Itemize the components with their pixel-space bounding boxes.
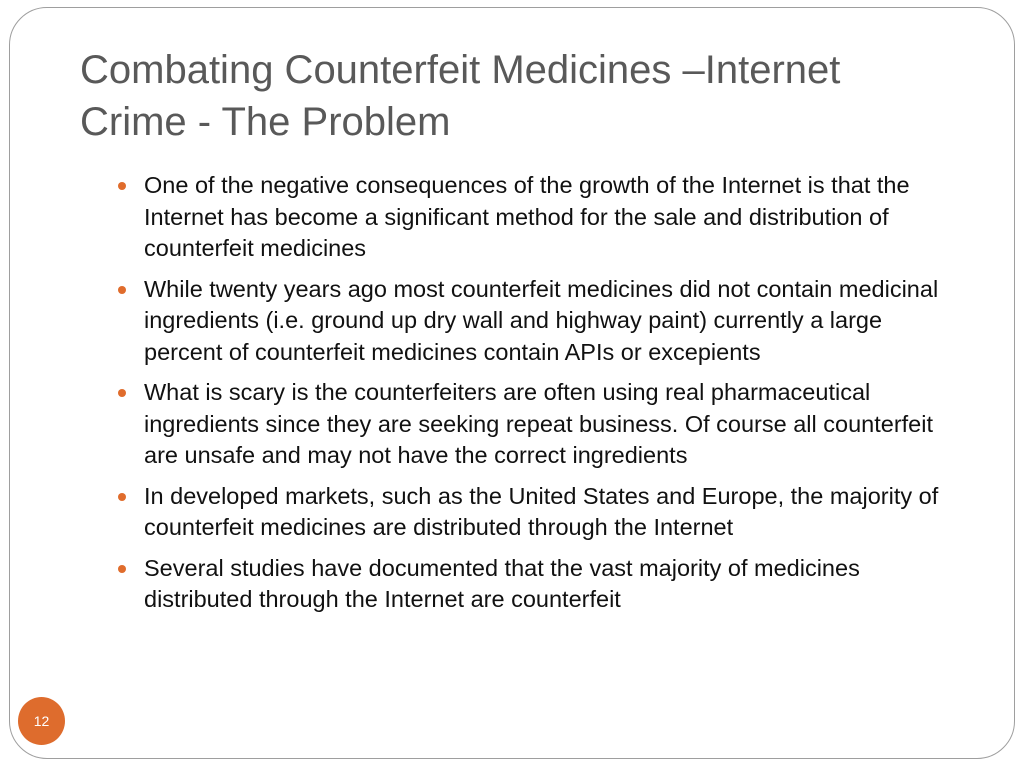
bullet-item [117, 481, 957, 544]
bullet-item [117, 170, 957, 265]
bullet-item [117, 377, 957, 472]
bullet-text: What is scary is the counterfeiters are often using real pharmaceutical ingredients since they are seeking repeat business. Of course all counterfeit are unsafe and may not have the correct ingredients [144, 379, 933, 468]
bullet-dot-icon [118, 286, 126, 294]
bullet-text: One of the negative consequences of the growth of the Internet is that the Internet has become a significant method for the sale and distribution of counterfeit medicines [144, 172, 910, 261]
page-number-badge: 12 [18, 697, 65, 745]
bullet-item [117, 553, 957, 616]
bullet-text: Several studies have documented that the vast majority of medicines distributed through the Internet are counterfeit [144, 554, 860, 612]
bullet-text: In developed markets, such as the United States and Europe, the majority of counterfeit medicines are distributed through the Internet [144, 482, 939, 540]
bullet-list [117, 170, 957, 625]
bullet-dot-icon [118, 389, 126, 397]
slide-title: Combating Counterfeit Medicines –Internet Crime - The Problem [80, 48, 841, 144]
bullet-item [117, 274, 957, 369]
bullet-dot-icon [118, 182, 126, 190]
bullet-dot-icon [118, 565, 126, 573]
bullet-dot-icon [118, 493, 126, 501]
bullet-text: While twenty years ago most counterfeit medicines did not contain medicinal ingredients (i.e. ground up dry wall and highway paint) currently a large percent of counterfeit medicines contain APIs or excepients [144, 275, 939, 365]
